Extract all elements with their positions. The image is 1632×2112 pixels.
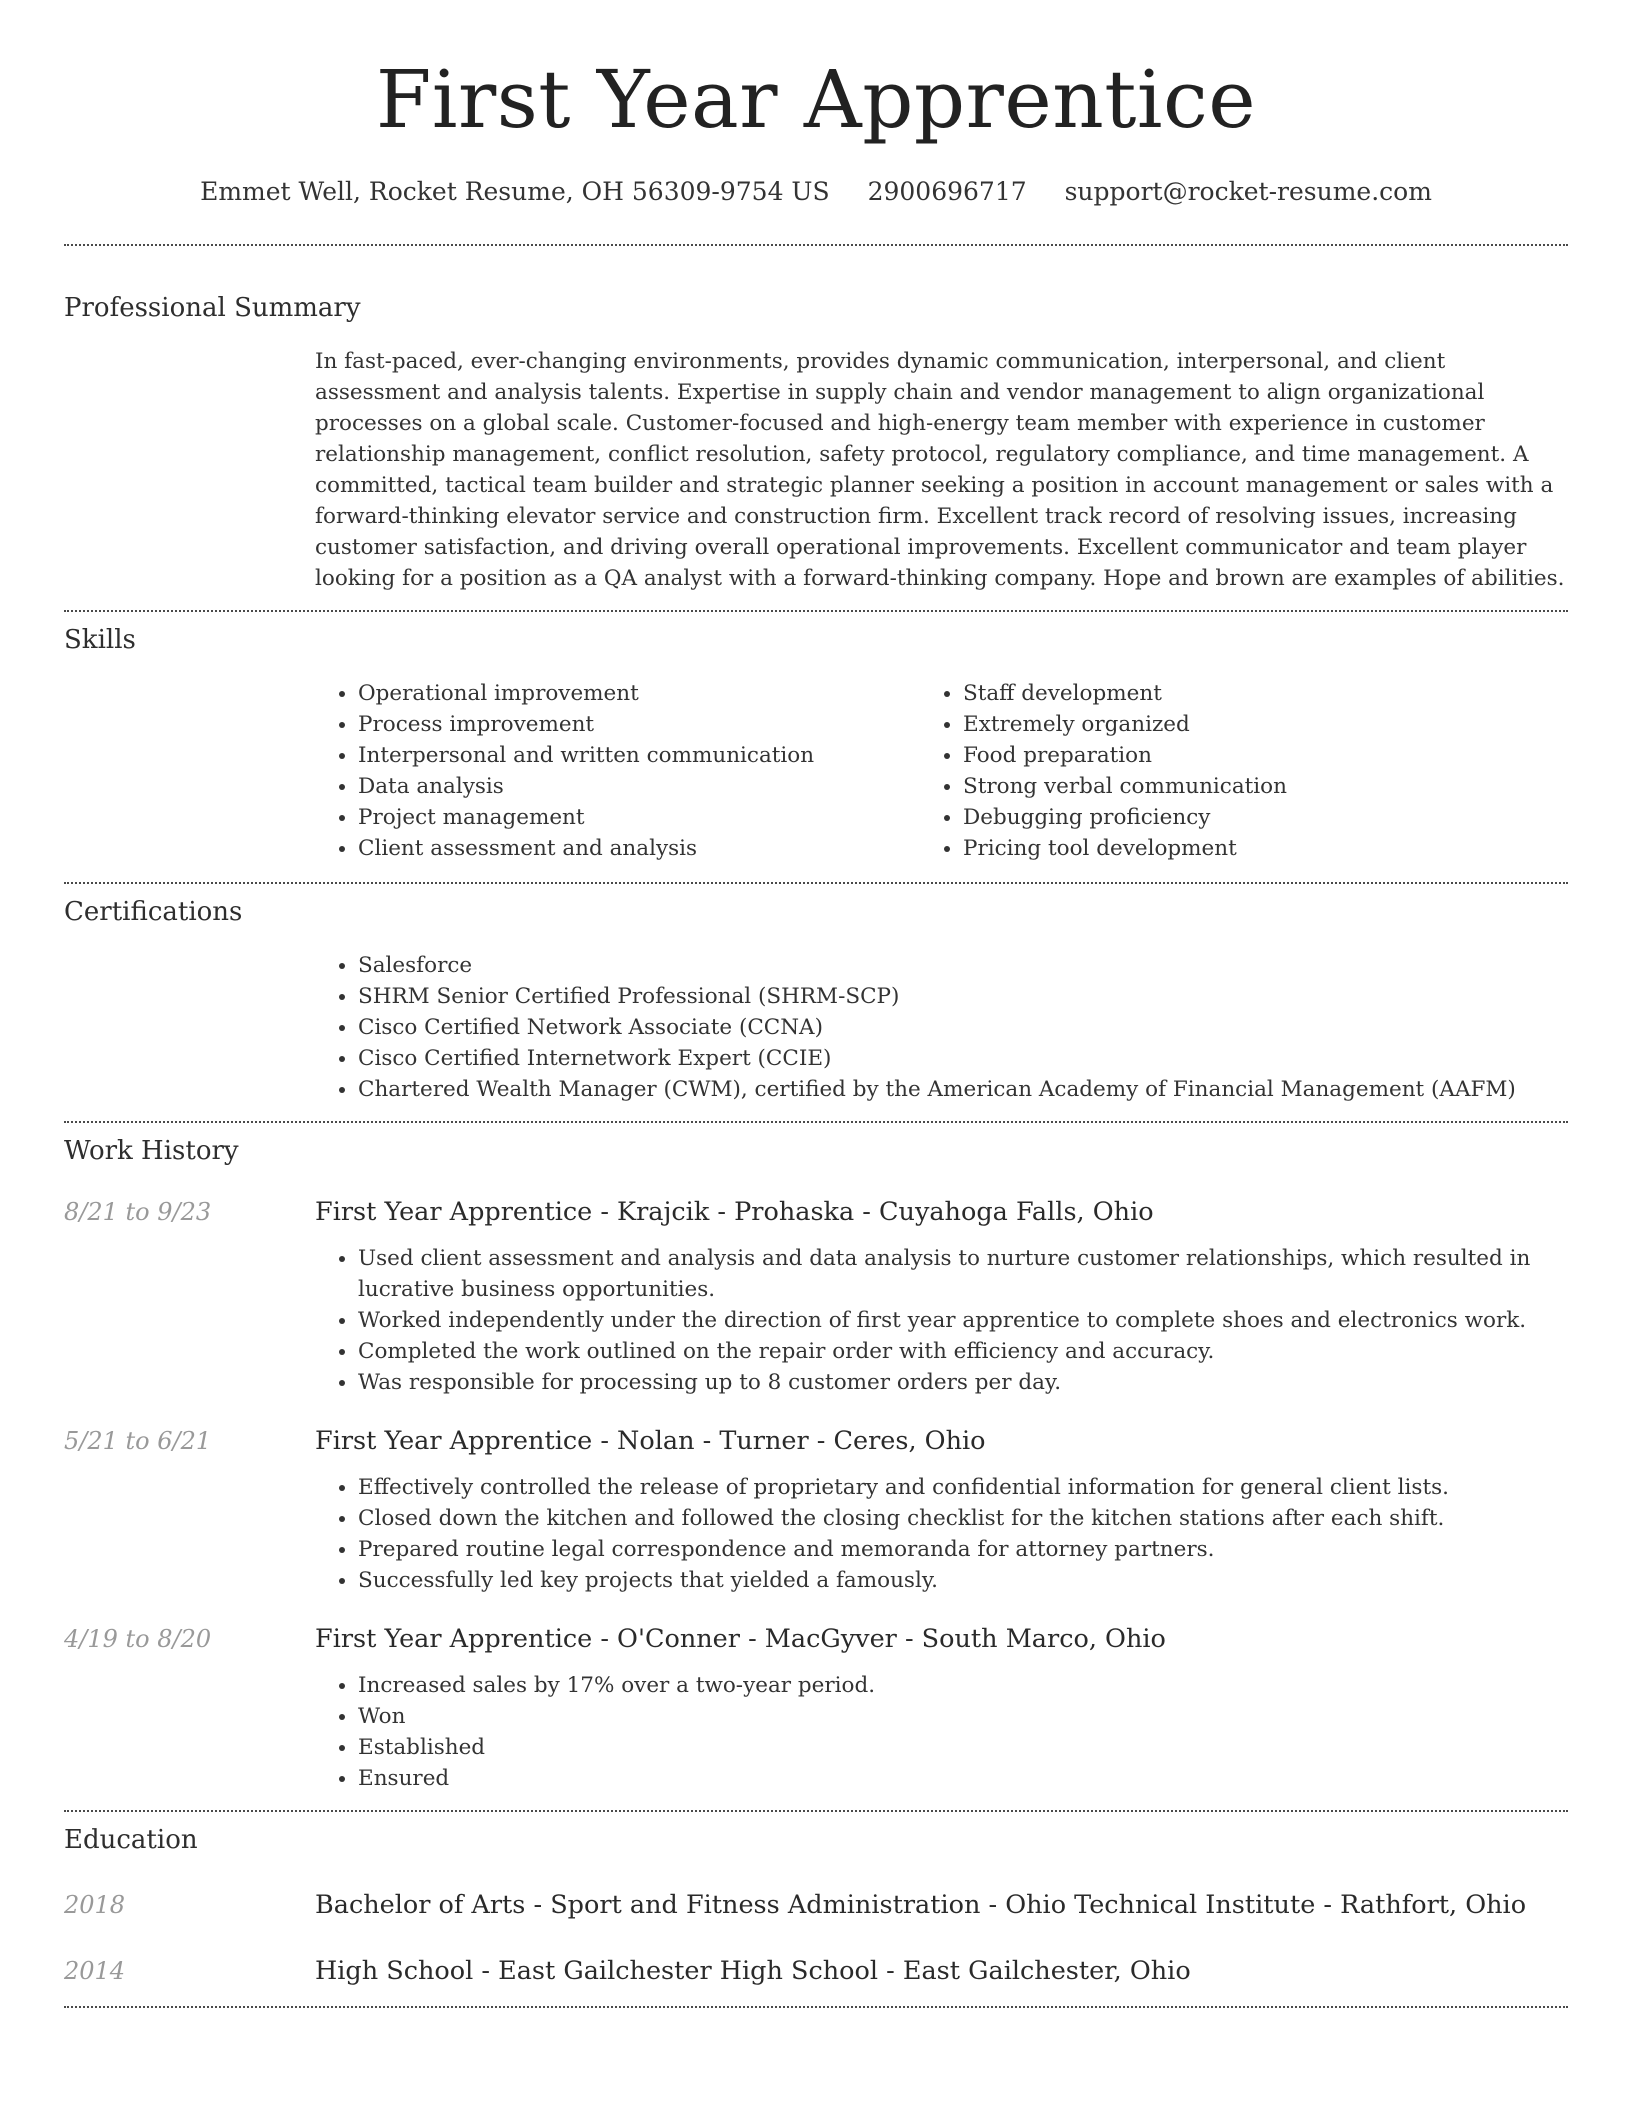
summary-text: In fast-paced, ever-changing environments, provides dynamic communication, interpersonal, and client assessment and analysis talents. Expertise in supply chain and vendor management to align organizational processes on a global scale. Customer-focused and high-energy team member with experience in customer relationship management, conflict resolution, safety protocol, regulatory compliance, and time management. A committed, tactical team builder and strategic planner seeking a position in account management or sales with a forward-thinking elevator service and construction firm. Excellent track record of resolving issues, increasing customer satisfaction, and driving overall operational improvements. Excellent communicator and team player looking for a position as a QA analyst with a forward-thinking company. Hope and brown are examples of abilities. <box>315 349 1565 591</box>
certification-item: • Salesforce <box>358 950 1568 981</box>
skill-item: • Project management <box>358 802 963 833</box>
skills-grid <box>315 658 1568 882</box>
job-bullet: • Worked independently under the direction of first year apprentice to complete shoes and electronics work. <box>358 1305 1568 1336</box>
skill-item: • Interpersonal and written communication <box>358 740 963 771</box>
education-year: 2014 <box>64 1957 126 1985</box>
skill-item: • Strong verbal communication <box>963 771 1568 802</box>
job-details <box>315 1195 1568 1398</box>
job-dates: 5/21 to 6/21 <box>64 1427 212 1455</box>
skills-list-left <box>315 678 963 864</box>
section-title-skills: Skills <box>64 625 136 655</box>
job-bullet: • Used client assessment and analysis and data analysis to nurture customer relationships, which resulted in lucrative business opportunities. <box>358 1243 1568 1305</box>
job-bullet: • Closed down the kitchen and followed the closing checklist for the kitchen stations after each shift. <box>358 1503 1568 1534</box>
education-details: High School - East Gailchester High School - East Gailchester, Ohio <box>315 1956 1191 1986</box>
email: support@rocket-resume.com <box>1064 177 1432 206</box>
certification-item: • Chartered Wealth Manager (CWM), certified by the American Academy of Financial Management (AAFM) <box>358 1074 1568 1105</box>
job-dates: 4/19 to 8/20 <box>64 1625 212 1653</box>
job-bullet: • Established <box>358 1732 1568 1763</box>
job-entry <box>64 1424 1568 1596</box>
skill-item: • Debugging proficiency <box>963 802 1568 833</box>
skill-item: • Pricing tool development <box>963 833 1568 864</box>
job-heading: First Year Apprentice - Krajcik - Prohaska - Cuyahoga Falls, Ohio <box>315 1197 1154 1227</box>
job-bullet: • Prepared routine legal correspondence and memoranda for attorney partners. <box>358 1534 1568 1565</box>
job-heading: First Year Apprentice - Nolan - Turner - Ceres, Ohio <box>315 1426 986 1456</box>
job-bullet: • Successfully led key projects that yielded a famously. <box>358 1565 1568 1596</box>
education-entry <box>64 1888 1568 1922</box>
job-bullets <box>315 1472 1568 1596</box>
job-bullet: • Effectively controlled the release of proprietary and confidential information for general client lists. <box>358 1472 1568 1503</box>
skill-item: • Data analysis <box>358 771 963 802</box>
job-dates: 8/21 to 9/23 <box>64 1198 212 1226</box>
job-heading: First Year Apprentice - O'Conner - MacGyver - South Marco, Ohio <box>315 1624 1166 1654</box>
job-entry <box>64 1195 1568 1398</box>
education-entry <box>64 1954 1568 1988</box>
job-bullets <box>315 1243 1568 1398</box>
job-bullet: • Completed the work outlined on the repair order with efficiency and accuracy. <box>358 1336 1568 1367</box>
candidate-name: First Year Apprentice <box>375 53 1257 146</box>
divider <box>64 2006 1568 2008</box>
certifications-section <box>64 884 1568 1121</box>
skill-item: • Process improvement <box>358 709 963 740</box>
skill-item: • Client assessment and analysis <box>358 833 963 864</box>
section-title-summary: Professional Summary <box>64 293 361 323</box>
skills-list-right <box>963 678 1568 864</box>
job-details <box>315 1424 1568 1596</box>
skill-item: • Food preparation <box>963 740 1568 771</box>
job-bullet: • Ensured <box>358 1763 1568 1794</box>
education-year: 2018 <box>64 1891 126 1919</box>
section-title-education: Education <box>64 1825 198 1855</box>
summary-section <box>64 246 1568 610</box>
job-bullet: • Was responsible for processing up to 8 customer orders per day. <box>358 1367 1568 1398</box>
jobs-list <box>64 1195 1568 1810</box>
job-details <box>315 1622 1568 1794</box>
certification-item: • Cisco Certified Internetwork Expert (CCIE) <box>358 1043 1568 1074</box>
certifications-list <box>315 950 1568 1105</box>
job-bullet: • Won <box>358 1701 1568 1732</box>
education-list <box>64 1888 1568 2006</box>
section-title-certifications: Certifications <box>64 897 243 927</box>
work-history-section <box>64 1123 1568 1810</box>
contact-line <box>64 174 1568 210</box>
address: Emmet Well, Rocket Resume, OH 56309-9754 US <box>200 177 830 206</box>
skill-item: • Extremely organized <box>963 709 1568 740</box>
certifications-body <box>315 930 1568 1121</box>
job-bullet: • Increased sales by 17% over a two-year period. <box>358 1670 1568 1701</box>
skills-section <box>64 612 1568 882</box>
certification-item: • Cisco Certified Network Associate (CCNA) <box>358 1012 1568 1043</box>
job-entry <box>64 1622 1568 1794</box>
education-section <box>64 1812 1568 2006</box>
job-bullets <box>315 1670 1568 1794</box>
skill-item: • Staff development <box>963 678 1568 709</box>
certification-item: • SHRM Senior Certified Professional (SHRM-SCP) <box>358 981 1568 1012</box>
phone: 2900696717 <box>867 177 1027 206</box>
education-details: Bachelor of Arts - Sport and Fitness Administration - Ohio Technical Institute - Rathfort, Ohio <box>315 1890 1527 1920</box>
section-title-work-history: Work History <box>64 1136 239 1166</box>
skill-item: • Operational improvement <box>358 678 963 709</box>
